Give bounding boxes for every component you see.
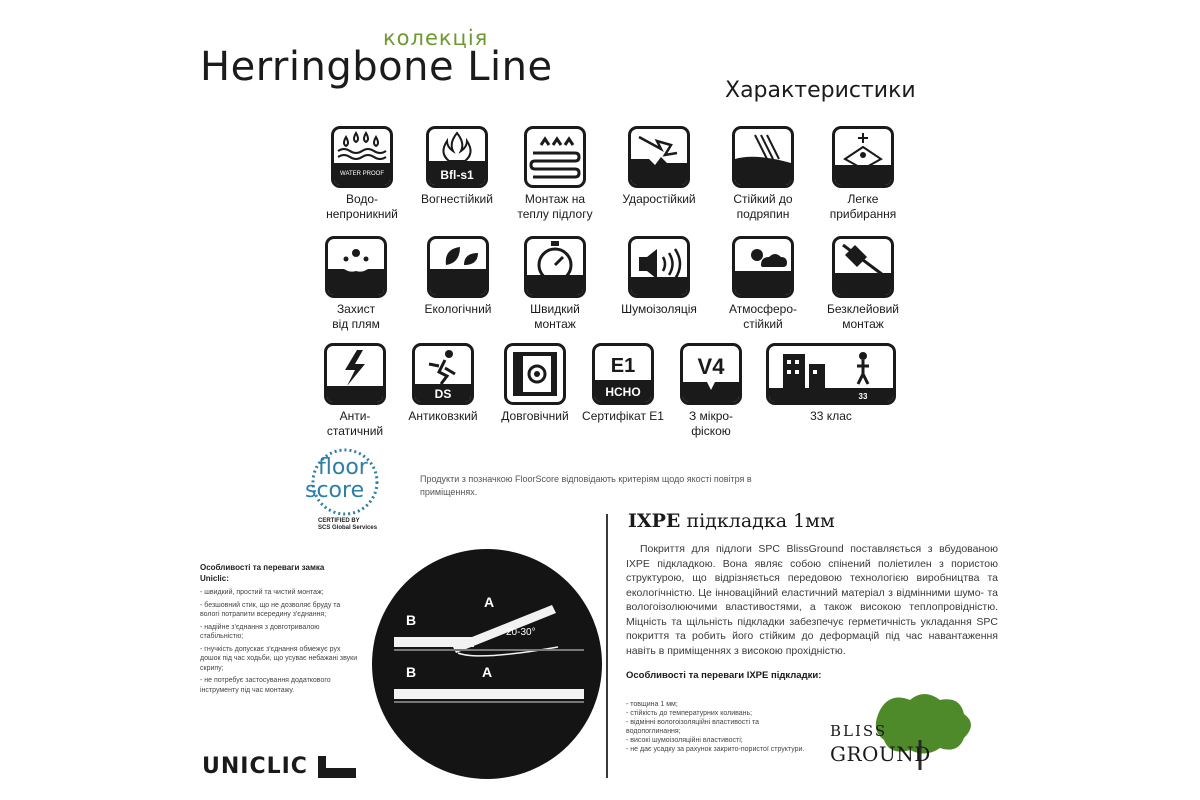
fire-class-text: Bfl-s1 (440, 168, 474, 182)
characteristics-heading: Характеристики (725, 78, 916, 103)
label-a-2: A (482, 664, 493, 680)
fire-icon (426, 126, 488, 188)
stopwatch-icon (524, 236, 586, 298)
feature-label: З мікро- фіскою (688, 409, 734, 438)
brand-bliss: BLISS (830, 722, 888, 740)
lock-diagram (372, 549, 602, 779)
e1-text: E1 (610, 355, 636, 377)
brand-ground: GROUND (830, 742, 931, 766)
feature-label: Шумоізоляція (621, 302, 697, 316)
list-item: - відмінні вологоізоляційні властивості та водопоглинання; (626, 719, 760, 735)
feature-label: Антиковзкий (408, 409, 478, 423)
floorscore-logo-score: score (305, 478, 365, 503)
collection-label: колекція (383, 26, 489, 50)
feature-label: Водо- непроникний (326, 192, 398, 221)
feature-class-33 (764, 343, 898, 424)
durable-icon (504, 343, 566, 405)
section-divider (606, 514, 608, 778)
label-a: A (484, 594, 495, 610)
feature-label: Стійкий до подряпин (733, 192, 793, 221)
leaf-icon (427, 236, 489, 298)
antistatic-icon (324, 343, 386, 405)
feature-label: Безклейовий монтаж (826, 302, 899, 331)
feature-label: Довговічний (501, 409, 569, 423)
lock-list (200, 588, 360, 698)
label-b: B (406, 612, 417, 628)
impact-icon (628, 126, 690, 188)
list-item: - не потребує застосування додаткового інструменту під час монтажу. (200, 677, 331, 694)
feature-label: Захист від плям (332, 302, 380, 331)
feature-label: Анти- статичний (326, 409, 384, 438)
scratch-icon (732, 126, 794, 188)
lock-heading: Особливості та переваги замка Uniclic: (200, 563, 325, 583)
feature-label: Екологічний (424, 302, 492, 316)
underfloor-heating-icon (524, 126, 586, 188)
feature-glueless (798, 236, 928, 332)
label-b-2: B (406, 664, 417, 680)
e1-certificate-icon (592, 343, 654, 405)
water-drops-icon (331, 126, 393, 188)
feature-label: Легке прибирання (829, 192, 897, 221)
ixpe-heading: Особливості та переваги IXPE підкладки: (626, 670, 822, 681)
hcho-text: HCHO (605, 385, 641, 399)
feature-label: Атмосферо- стійкий (728, 302, 798, 331)
waterproof-icon-text: WATER PROOF (340, 171, 384, 177)
anti-slip-icon (412, 343, 474, 405)
list-item: - високі шумоізоляційні властивості; (626, 737, 743, 744)
angle-label: 20-30° (506, 627, 536, 638)
feature-label: Ударостійкий (622, 192, 696, 206)
no-glue-icon (832, 236, 894, 298)
feature-label: Швидкий монтаж (530, 302, 580, 331)
feature-label: Сертифікат E1 (582, 409, 664, 423)
feature-microbevel (646, 343, 776, 439)
class-33-icon (766, 343, 896, 405)
feature-label: Монтаж на теплу підлогу (517, 192, 593, 221)
feature-label: Вогнестійкий (421, 192, 493, 206)
list-item: - безшовний стик, що не дозволяє бруду та вологі потрапити всередину з'єднання; (200, 601, 341, 618)
list-item: - не дає усадку за рахунок закрито-пористої структури. (626, 746, 805, 753)
floorscore-certified: CERTIFIED BY SCS Global Services (318, 518, 378, 531)
easy-clean-icon (832, 126, 894, 188)
anti-slip-icon-text: DS (434, 387, 452, 401)
list-item: - швидкий, простий та чистий монтаж; (200, 589, 324, 596)
list-item: - гнучкість допускає з'єднання обмежує рух дошок під час ходьби, що усуває небажані звуки скрипу; (200, 645, 358, 672)
class-number-text: 33 (858, 392, 868, 401)
floorscore-note: Продукти з позначкою FloorScore відповідають критеріям щодо якості повітря в приміщеннях. (420, 474, 752, 497)
v4-text: V4 (697, 354, 725, 379)
page-title: Herringbone Line (200, 44, 553, 90)
weather-icon (732, 236, 794, 298)
ixpe-title: IXPE підкладка 1мм (628, 510, 835, 532)
uniclic-logo-text: UNICLIC (202, 754, 308, 779)
v4-microbevel-icon (680, 343, 742, 405)
list-item: - товщина 1 мм; (626, 701, 678, 708)
sound-icon (628, 236, 690, 298)
list-item: - стійкість до температурних коливань; (626, 710, 753, 717)
ixpe-list (626, 700, 806, 754)
list-item: - надійне з'єднання з довготривалою стабільністю; (200, 623, 320, 640)
stain-icon (325, 236, 387, 298)
floorscore-logo-floor: floor (318, 455, 368, 480)
feature-easy-cleaning (798, 126, 928, 222)
ixpe-paragraph: Покриття для підлоги SPC BlissGround поставляється з вбудованою IXPE підкладкою. Вона являє собою спінений поліетилен з пористою структурою, що відрізняється передовою технологією виробництва та екологічністю. Це інноваційний еластичний матеріал з відмінними шумо- та вологоізолюючими властивостями, а також високою теплопровідністю. Міцність та щільність підкладки забезпечує герметичність укладання SPC покриття та робить його стійким до деформацій під час навантаження навіть в приміщеннях з високою прохідністю. (626, 543, 998, 657)
feature-label: 33 клас (810, 409, 852, 423)
